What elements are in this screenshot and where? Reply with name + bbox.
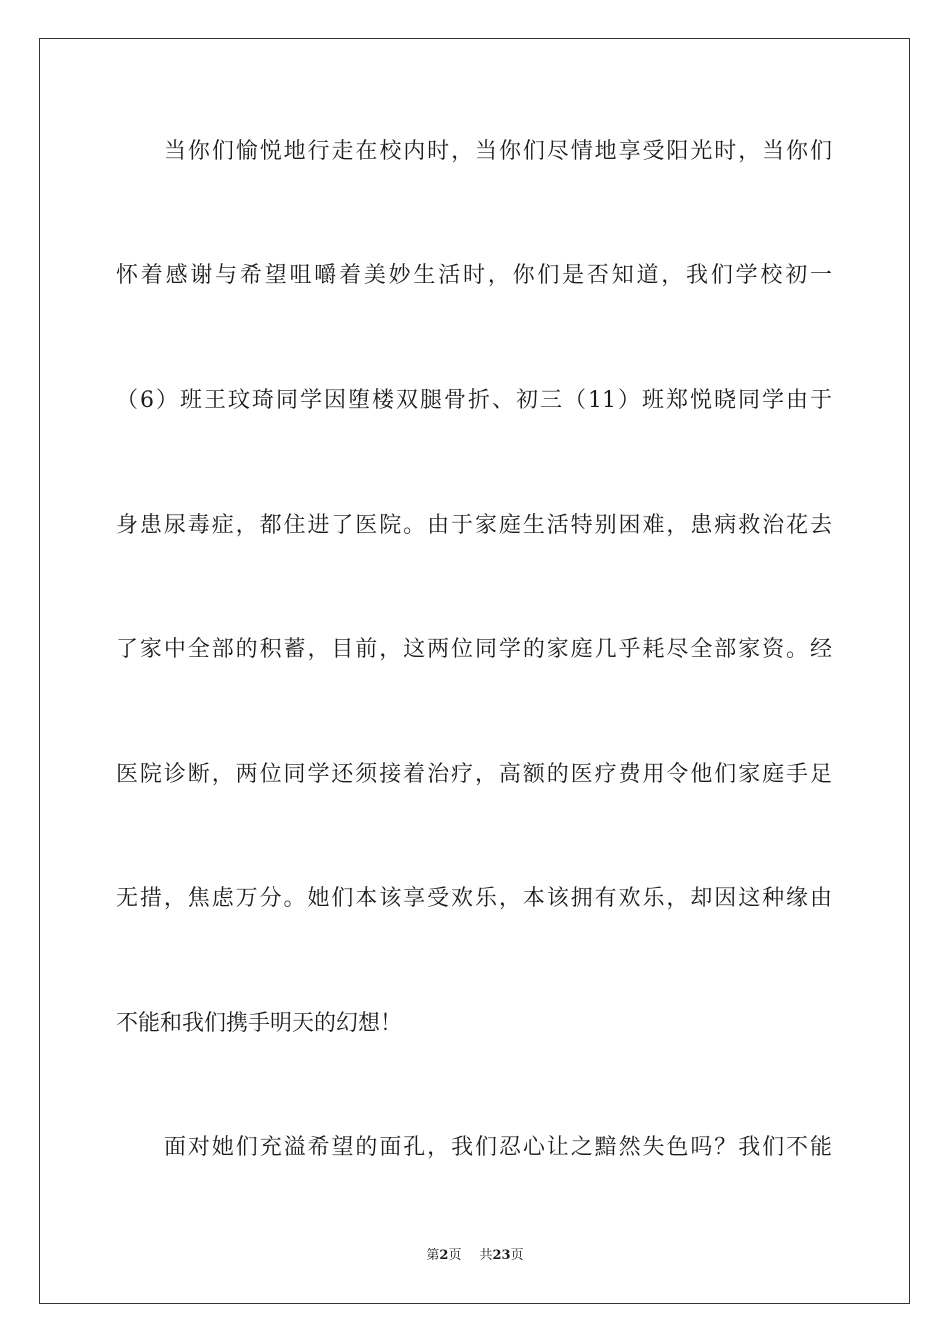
paragraph-1-line-2: 怀着感谢与希望咀嚼着美妙生活时，你们是否知道，我们学校初一	[116, 263, 832, 288]
total-suffix: 页	[510, 1248, 524, 1263]
total-pages: 23	[492, 1248, 511, 1263]
total-prefix: 共	[479, 1248, 493, 1263]
paragraph-1-line-7: 无措，焦虑万分。她们本该享受欢乐，本该拥有欢乐，却因这种缘由	[116, 886, 832, 911]
page-number: 2	[439, 1248, 449, 1263]
page-footer	[0, 1247, 950, 1265]
page-border	[39, 38, 910, 1304]
page-suffix: 页	[448, 1248, 462, 1263]
paragraph-2-line-1: 面对她们充溢希望的面孔，我们忍心让之黯然失色吗？我们不能	[164, 1135, 832, 1160]
paragraph-1-line-5: 了家中全部的积蓄，目前，这两位同学的家庭几乎耗尽全部家资。经	[116, 637, 832, 662]
paragraph-1-line-1: 当你们愉悦地行走在校内时，当你们尽情地享受阳光时，当你们	[164, 139, 832, 164]
paragraph-1-line-6: 医院诊断，两位同学还须接着治疗，高额的医疗费用令他们家庭手足	[116, 762, 832, 787]
paragraph-1-line-8: 不能和我们携手明天的幻想！	[116, 1011, 403, 1036]
paragraph-1-line-3: （6）班王玟琦同学因堕楼双腿骨折、初三（11）班郑悦晓同学由于	[116, 388, 832, 413]
paragraph-1-line-4: 身患尿毒症，都住进了医院。由于家庭生活特别困难，患病救治花去	[116, 513, 832, 538]
page-prefix: 第	[426, 1248, 440, 1263]
